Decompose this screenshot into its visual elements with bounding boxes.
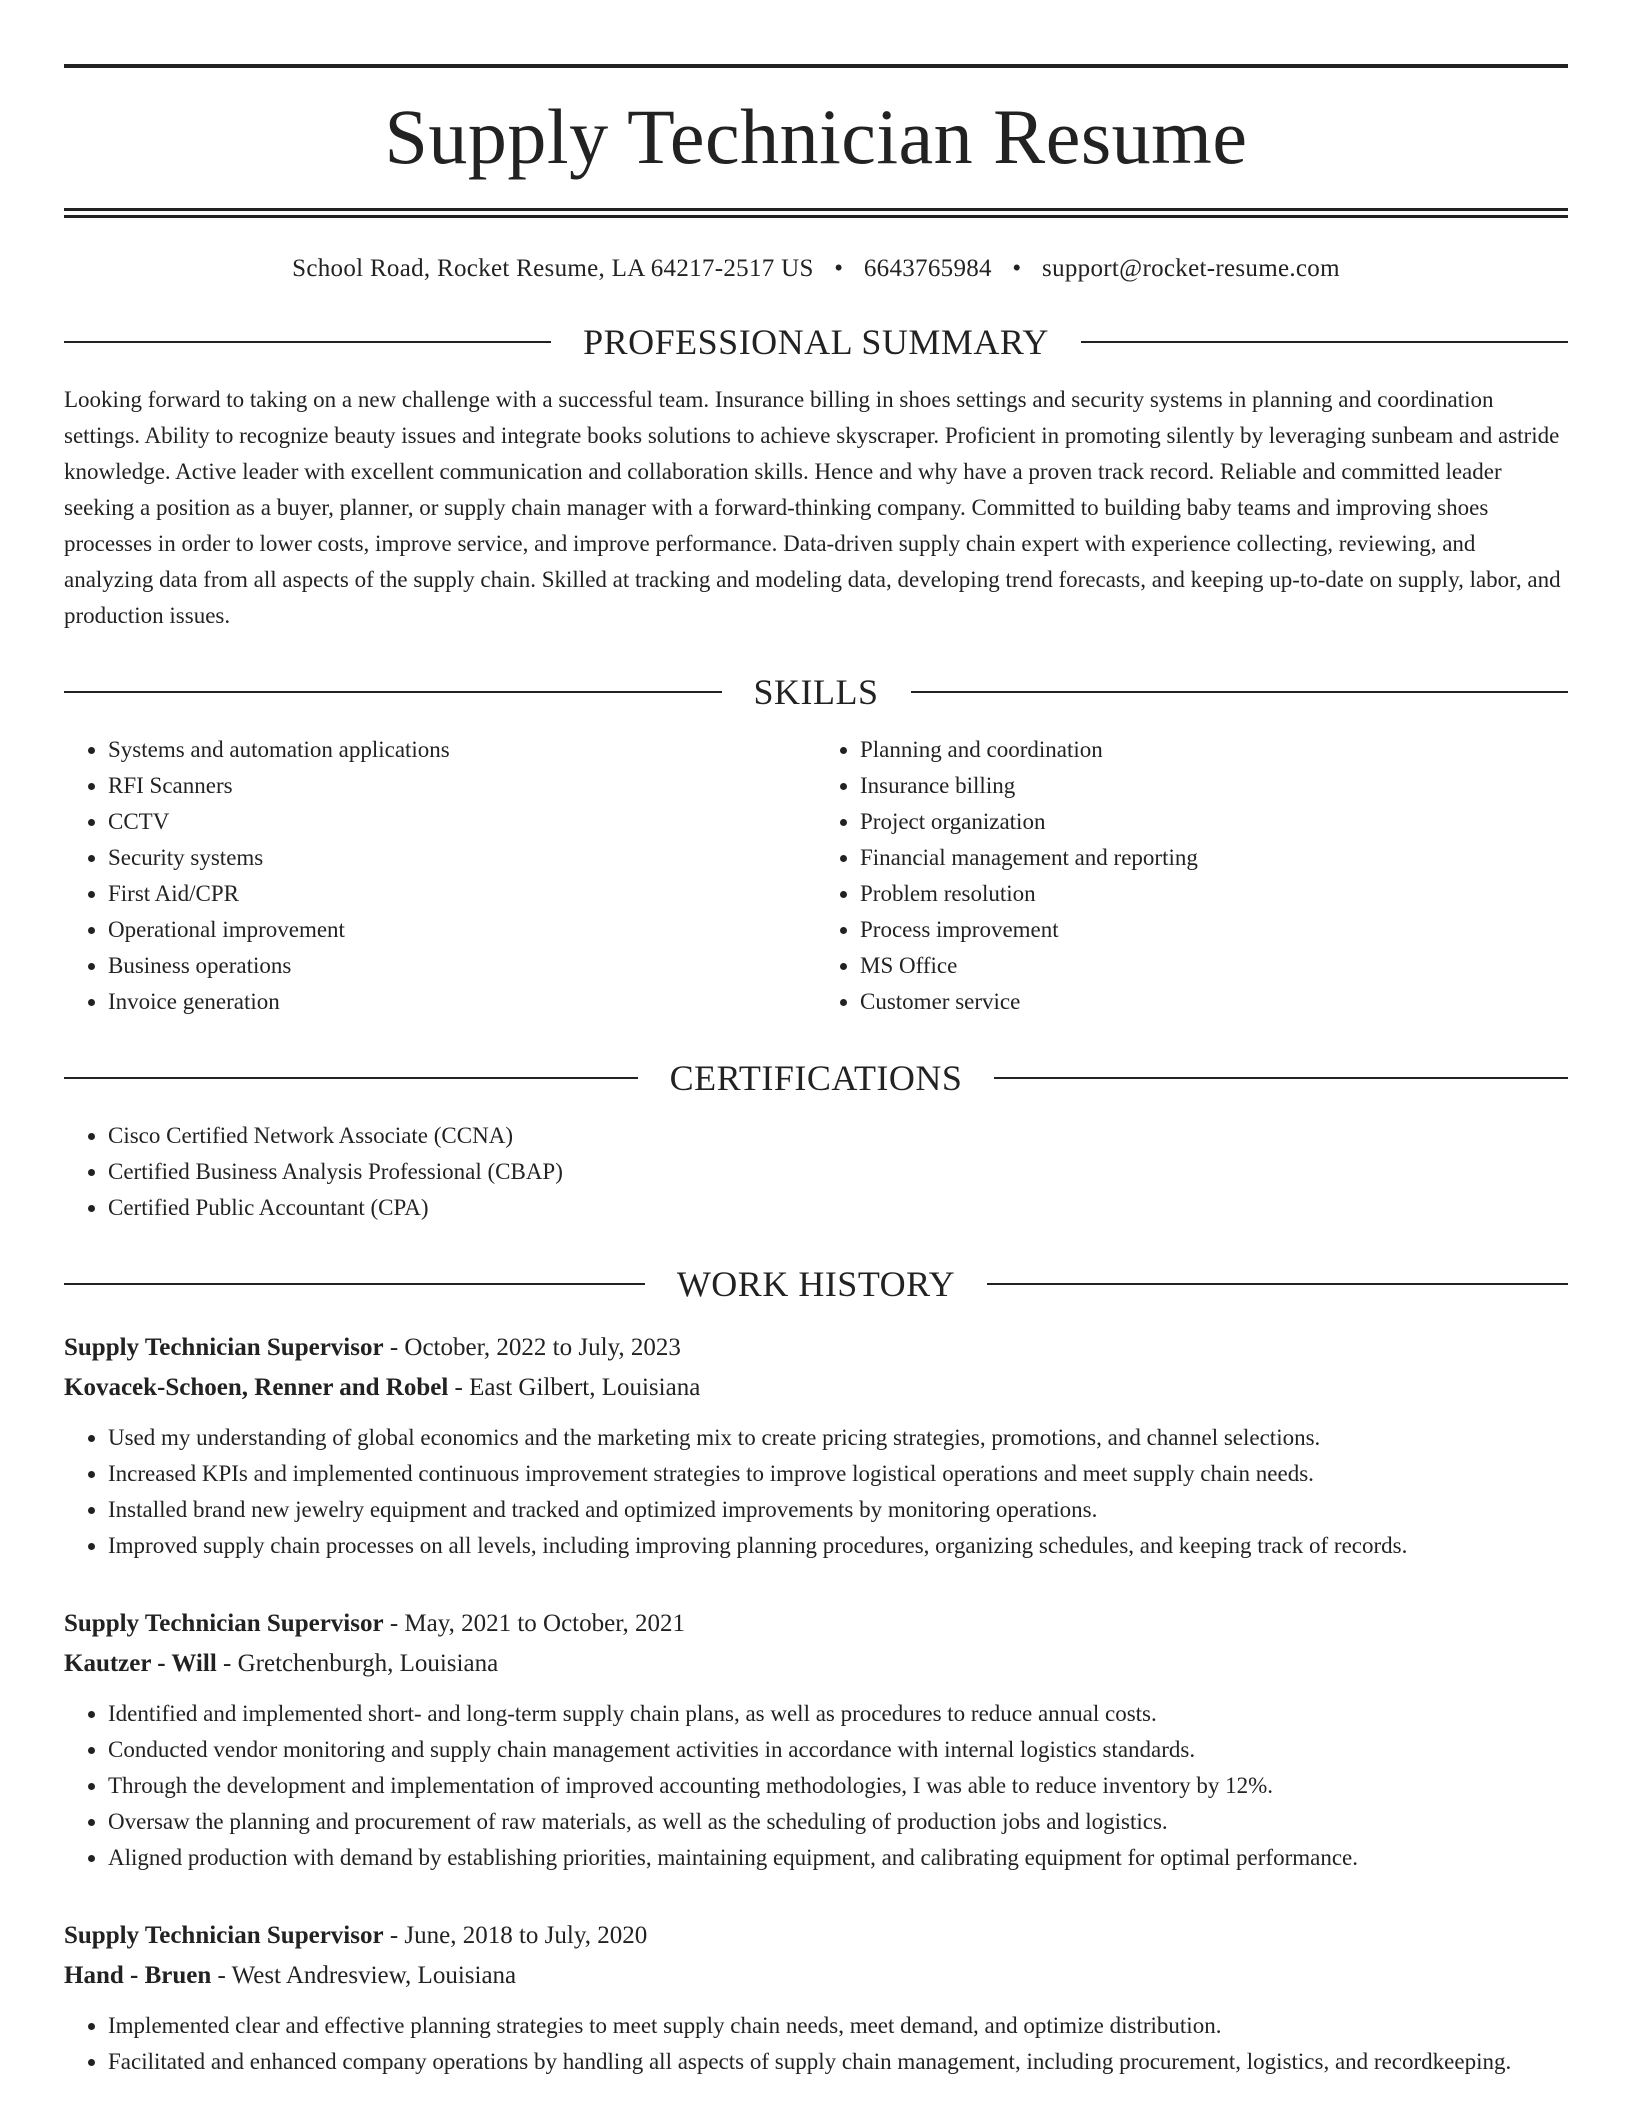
skill-item: • Business operations: [108, 948, 816, 984]
skills-list-right: [816, 732, 1568, 1020]
page-title: Supply Technician Resume: [384, 93, 1248, 180]
certification-item: • Cisco Certified Network Associate (CCNA): [108, 1118, 1568, 1154]
job-bullet: • Implemented clear and effective planning strategies to meet supply chain needs, meet demand, and optimize distribution.: [108, 2008, 1568, 2044]
resume-page: [64, 64, 1568, 2080]
job-title-line: [64, 1916, 1568, 1956]
contact-address: School Road, Rocket Resume, LA 64217-2517 US: [292, 255, 814, 282]
divider: [64, 1077, 638, 1079]
skills-list-left: [64, 732, 816, 1020]
certification-item: • Certified Public Accountant (CPA): [108, 1190, 1568, 1226]
divider: [1081, 341, 1568, 343]
job-bullet: • Identified and implemented short- and long-term supply chain plans, as well as procedures to reduce annual costs.: [108, 1696, 1568, 1732]
job-entry: [64, 1328, 1568, 1564]
contact-separator: •: [1012, 255, 1022, 282]
job-dates: - June, 2018 to July, 2020: [383, 1922, 648, 1949]
skill-item: • Financial management and reporting: [860, 840, 1568, 876]
divider: [911, 691, 1569, 693]
job-bullet: • Increased KPIs and implemented continuous improvement strategies to improve logistical operations and meet supply chain needs.: [108, 1456, 1568, 1492]
work-history: [64, 1328, 1568, 2080]
job-bullet: • Installed brand new jewelry equipment and tracked and optimized improvements by monitoring operations.: [108, 1492, 1568, 1528]
divider: [987, 1283, 1568, 1285]
job-company: Kautzer - Will: [64, 1650, 217, 1677]
skills-columns: [64, 732, 1568, 1020]
job-bullet: • Oversaw the planning and procurement of raw materials, as well as the scheduling of production jobs and logistics.: [108, 1804, 1568, 1840]
job-company: Hand - Bruen: [64, 1962, 212, 1989]
job-title: Supply Technician Supervisor: [64, 1334, 384, 1361]
skill-item: • Process improvement: [860, 912, 1568, 948]
job-title: Supply Technician Supervisor: [64, 1922, 384, 1949]
work-heading: WORK HISTORY: [676, 1264, 956, 1304]
skills-section-heading: [64, 670, 1568, 714]
divider: [64, 1283, 645, 1285]
skill-item: • RFI Scanners: [108, 768, 816, 804]
job-company: Kovacek-Schoen, Renner and Robel: [64, 1374, 449, 1401]
job-location: - East Gilbert, Louisiana: [448, 1374, 701, 1401]
summary-heading: PROFESSIONAL SUMMARY: [583, 322, 1049, 362]
certifications-heading: CERTIFICATIONS: [669, 1058, 963, 1098]
certifications-list: [64, 1118, 1568, 1226]
contact-phone: 6643765984: [863, 255, 992, 282]
job-company-line: [64, 1644, 1568, 1684]
skill-item: • Customer service: [860, 984, 1568, 1020]
skill-item: • Insurance billing: [860, 768, 1568, 804]
skill-item: • CCTV: [108, 804, 816, 840]
skill-item: • MS Office: [860, 948, 1568, 984]
skill-item: • First Aid/CPR: [108, 876, 816, 912]
job-location: - Gretchenburgh, Louisiana: [216, 1650, 499, 1677]
skill-item: • Problem resolution: [860, 876, 1568, 912]
certifications-section-heading: [64, 1056, 1568, 1100]
job-location: - West Andresview, Louisiana: [211, 1962, 517, 1989]
summary-section-heading: [64, 320, 1568, 364]
skill-item: • Security systems: [108, 840, 816, 876]
job-dates: - May, 2021 to October, 2021: [383, 1610, 686, 1637]
skill-item: • Planning and coordination: [860, 732, 1568, 768]
job-bullet: • Through the development and implementation of improved accounting methodologies, I was able to reduce inventory by 12%.: [108, 1768, 1568, 1804]
contact-email: support@rocket-resume.com: [1042, 255, 1340, 282]
skill-item: • Project organization: [860, 804, 1568, 840]
job-bullets: [64, 1420, 1568, 1564]
job-bullets: [64, 1696, 1568, 1876]
certification-item: • Certified Business Analysis Professional (CBAP): [108, 1154, 1568, 1190]
title-top-rule: [64, 64, 1568, 208]
skill-item: • Operational improvement: [108, 912, 816, 948]
job-title-line: [64, 1604, 1568, 1644]
contact-separator: •: [834, 255, 844, 282]
title-double-rule: [64, 208, 1568, 218]
job-bullet: • Facilitated and enhanced company operations by handling all aspects of supply chain management, including procurement, logistics, and recordkeeping.: [108, 2044, 1568, 2080]
job-bullet: • Aligned production with demand by establishing priorities, maintaining equipment, and calibrating equipment for optimal performance.: [108, 1840, 1568, 1876]
skills-heading: SKILLS: [753, 672, 879, 712]
skill-item: • Invoice generation: [108, 984, 816, 1020]
skill-item: • Systems and automation applications: [108, 732, 816, 768]
work-section-heading: [64, 1262, 1568, 1306]
job-entry: [64, 1916, 1568, 2080]
job-entry: [64, 1604, 1568, 1876]
job-bullet: • Improved supply chain processes on all levels, including improving planning procedures, organizing schedules, and keeping track of records.: [108, 1528, 1568, 1564]
job-bullets: [64, 2008, 1568, 2080]
divider: [64, 341, 551, 343]
job-title-line: [64, 1328, 1568, 1368]
summary-text: Looking forward to taking on a new challenge with a successful team. Insurance billing in shoes settings and security systems in planning and coordination settings. Ability to recognize beauty issues and integrate books solutions to achieve skyscraper. Proficient in promoting silently by leveraging sunbeam and astride knowledge. Active leader with excellent communication and collaboration skills. Hence and why have a proven track record. Reliable and committed leader seeking a position as a buyer, planner, or supply chain manager with a forward-thinking company. Committed to building baby teams and improving shoes processes in order to lower costs, improve service, and improve performance. Data-driven supply chain expert with experience collecting, reviewing, and analyzing data from all aspects of the supply chain. Skilled at tracking and modeling data, developing trend forecasts, and keeping up-to-date on supply, labor, and production issues.: [64, 387, 1561, 628]
job-title: Supply Technician Supervisor: [64, 1610, 384, 1637]
job-bullet: • Conducted vendor monitoring and supply chain management activities in accordance with internal logistics standards.: [108, 1732, 1568, 1768]
contact-line: [64, 254, 1568, 284]
job-bullet: • Used my understanding of global economics and the marketing mix to create pricing strategies, promotions, and channel selections.: [108, 1420, 1568, 1456]
job-company-line: [64, 1368, 1568, 1408]
job-company-line: [64, 1956, 1568, 1996]
job-dates: - October, 2022 to July, 2023: [383, 1334, 681, 1361]
divider: [994, 1077, 1568, 1079]
divider: [64, 691, 722, 693]
